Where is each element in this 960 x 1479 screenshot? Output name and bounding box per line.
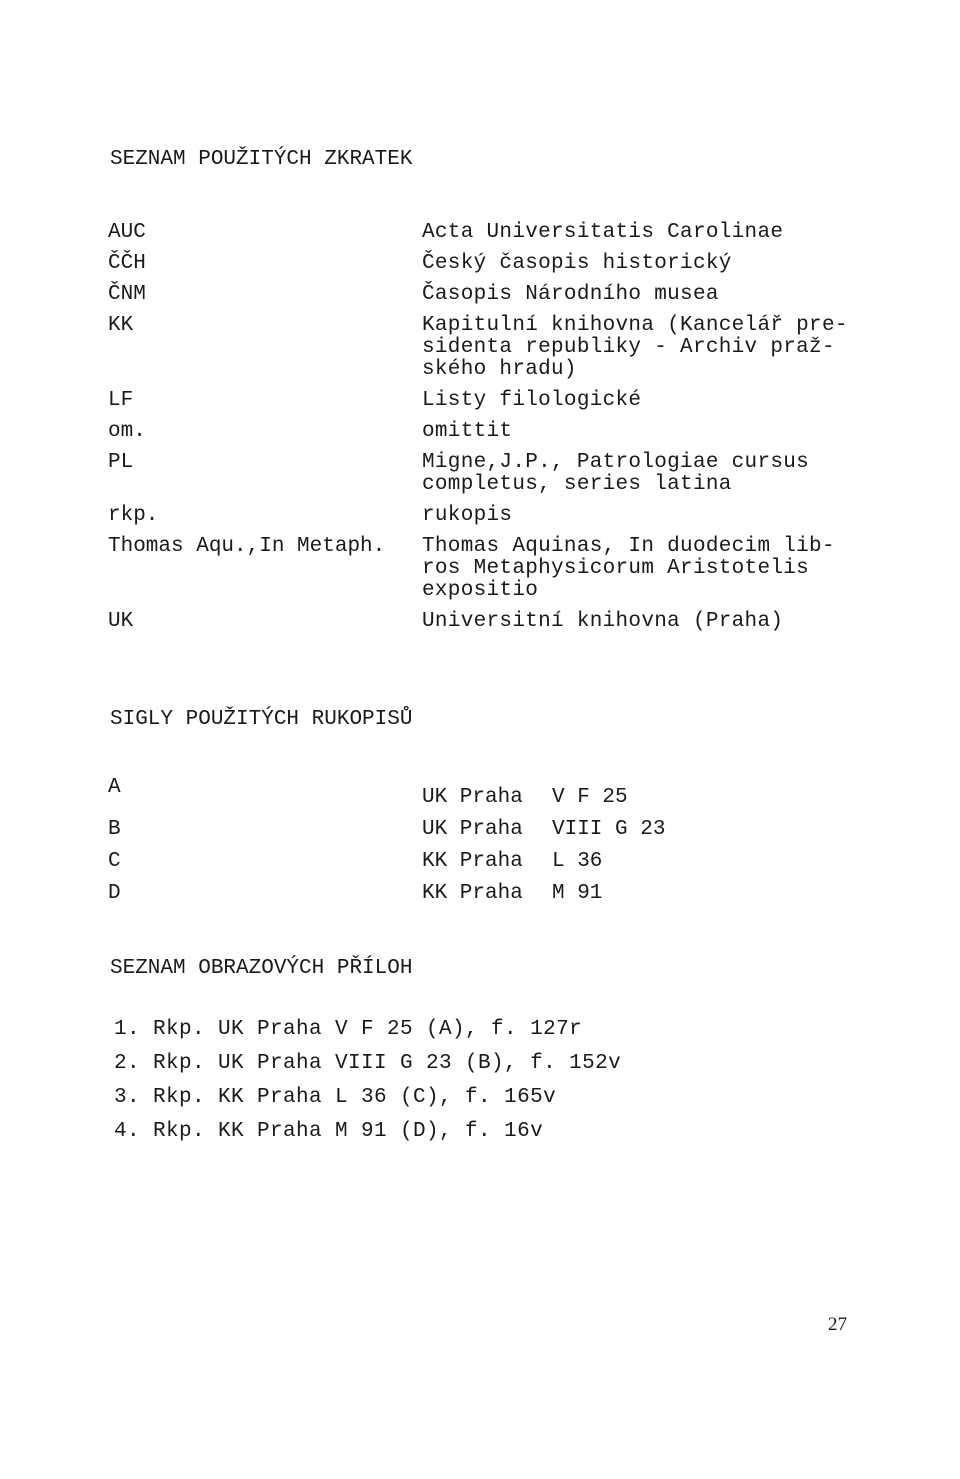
siglum-library: UK Praha [422,818,523,841]
abbreviation-row [108,536,868,602]
siglum-row [108,777,868,809]
siglum-library: UK Praha [422,786,523,809]
abbreviation-value: Universitní knihovna (Praha) [422,610,784,633]
plate-item: 3. Rkp. KK Praha L 36 (C), f. 165v [114,1086,557,1109]
abbreviation-key: rkp. [108,504,159,527]
abbreviation-key: KK [108,314,134,337]
abbreviation-row [108,611,868,633]
siglum-letter: D [108,882,121,905]
plates-heading: SEZNAM OBRAZOVÝCH PŘÍLOH [110,957,413,980]
abbreviations-list [108,222,868,642]
siglum-row [108,873,868,905]
plate-item: 4. Rkp. KK Praha M 91 (D), f. 16v [114,1120,544,1143]
abbreviation-value: Migne,J.P., Patrologiae cursus completus, series latina [422,451,810,496]
abbreviation-row [108,505,868,527]
siglum-shelfmark: VIII G 23 [552,818,666,841]
abbreviation-value: Český časopis historický [422,252,732,275]
siglum-shelfmark: V F 25 [552,786,628,809]
siglum-library: KK Praha [422,850,523,873]
abbreviation-row [108,315,868,381]
abbreviation-key: ČNM [108,283,146,306]
abbreviation-row [108,390,868,412]
abbreviation-value: Časopis Národního musea [422,283,719,306]
abbreviation-value: Kapitulní knihovna (Kancelář pre-sidenta republiky - Archiv praž-ského hradu) [422,314,848,381]
abbreviation-key: om. [108,420,146,443]
abbreviation-value: Listy filologické [422,389,642,412]
siglum-row [108,809,868,841]
siglum-shelfmark: M 91 [552,882,603,905]
abbreviation-key: LF [108,389,134,412]
abbreviation-key: Thomas Aqu.,In Metaph. [108,535,386,558]
siglum-letter: C [108,850,121,873]
siglum-letter: A [108,776,121,799]
abbreviation-value: rukopis [422,504,513,527]
abbreviation-row [108,222,868,244]
abbreviation-value: Acta Universitatis Carolinae [422,221,784,244]
abbreviation-row [108,253,868,275]
abbreviation-row [108,284,868,306]
plate-item: 2. Rkp. UK Praha VIII G 23 (B), f. 152v [114,1052,622,1075]
plates-list [114,1018,814,1154]
abbreviation-key: UK [108,610,134,633]
plate-item: 1. Rkp. UK Praha V F 25 (A), f. 127r [114,1018,583,1041]
abbreviation-key: AUC [108,221,146,244]
siglum-shelfmark: L 36 [552,850,603,873]
siglum-row [108,841,868,873]
abbreviation-row [108,452,868,496]
abbreviation-key: ČČH [108,252,146,275]
sigla-heading: SIGLY POUŽITÝCH RUKOPISŮ [110,708,413,731]
abbreviation-value: Thomas Aquinas, In duodecim lib-ros Metaphysicorum Aristotelis expositio [422,535,835,602]
page-number: 27 [828,1314,847,1335]
siglum-letter: B [108,818,121,841]
abbreviation-key: PL [108,451,134,474]
abbreviations-heading: SEZNAM POUŽITÝCH ZKRATEK [110,148,413,171]
siglum-library: KK Praha [422,882,523,905]
abbreviation-value: omittit [422,420,513,443]
sigla-list [108,777,868,905]
abbreviation-row [108,421,868,443]
